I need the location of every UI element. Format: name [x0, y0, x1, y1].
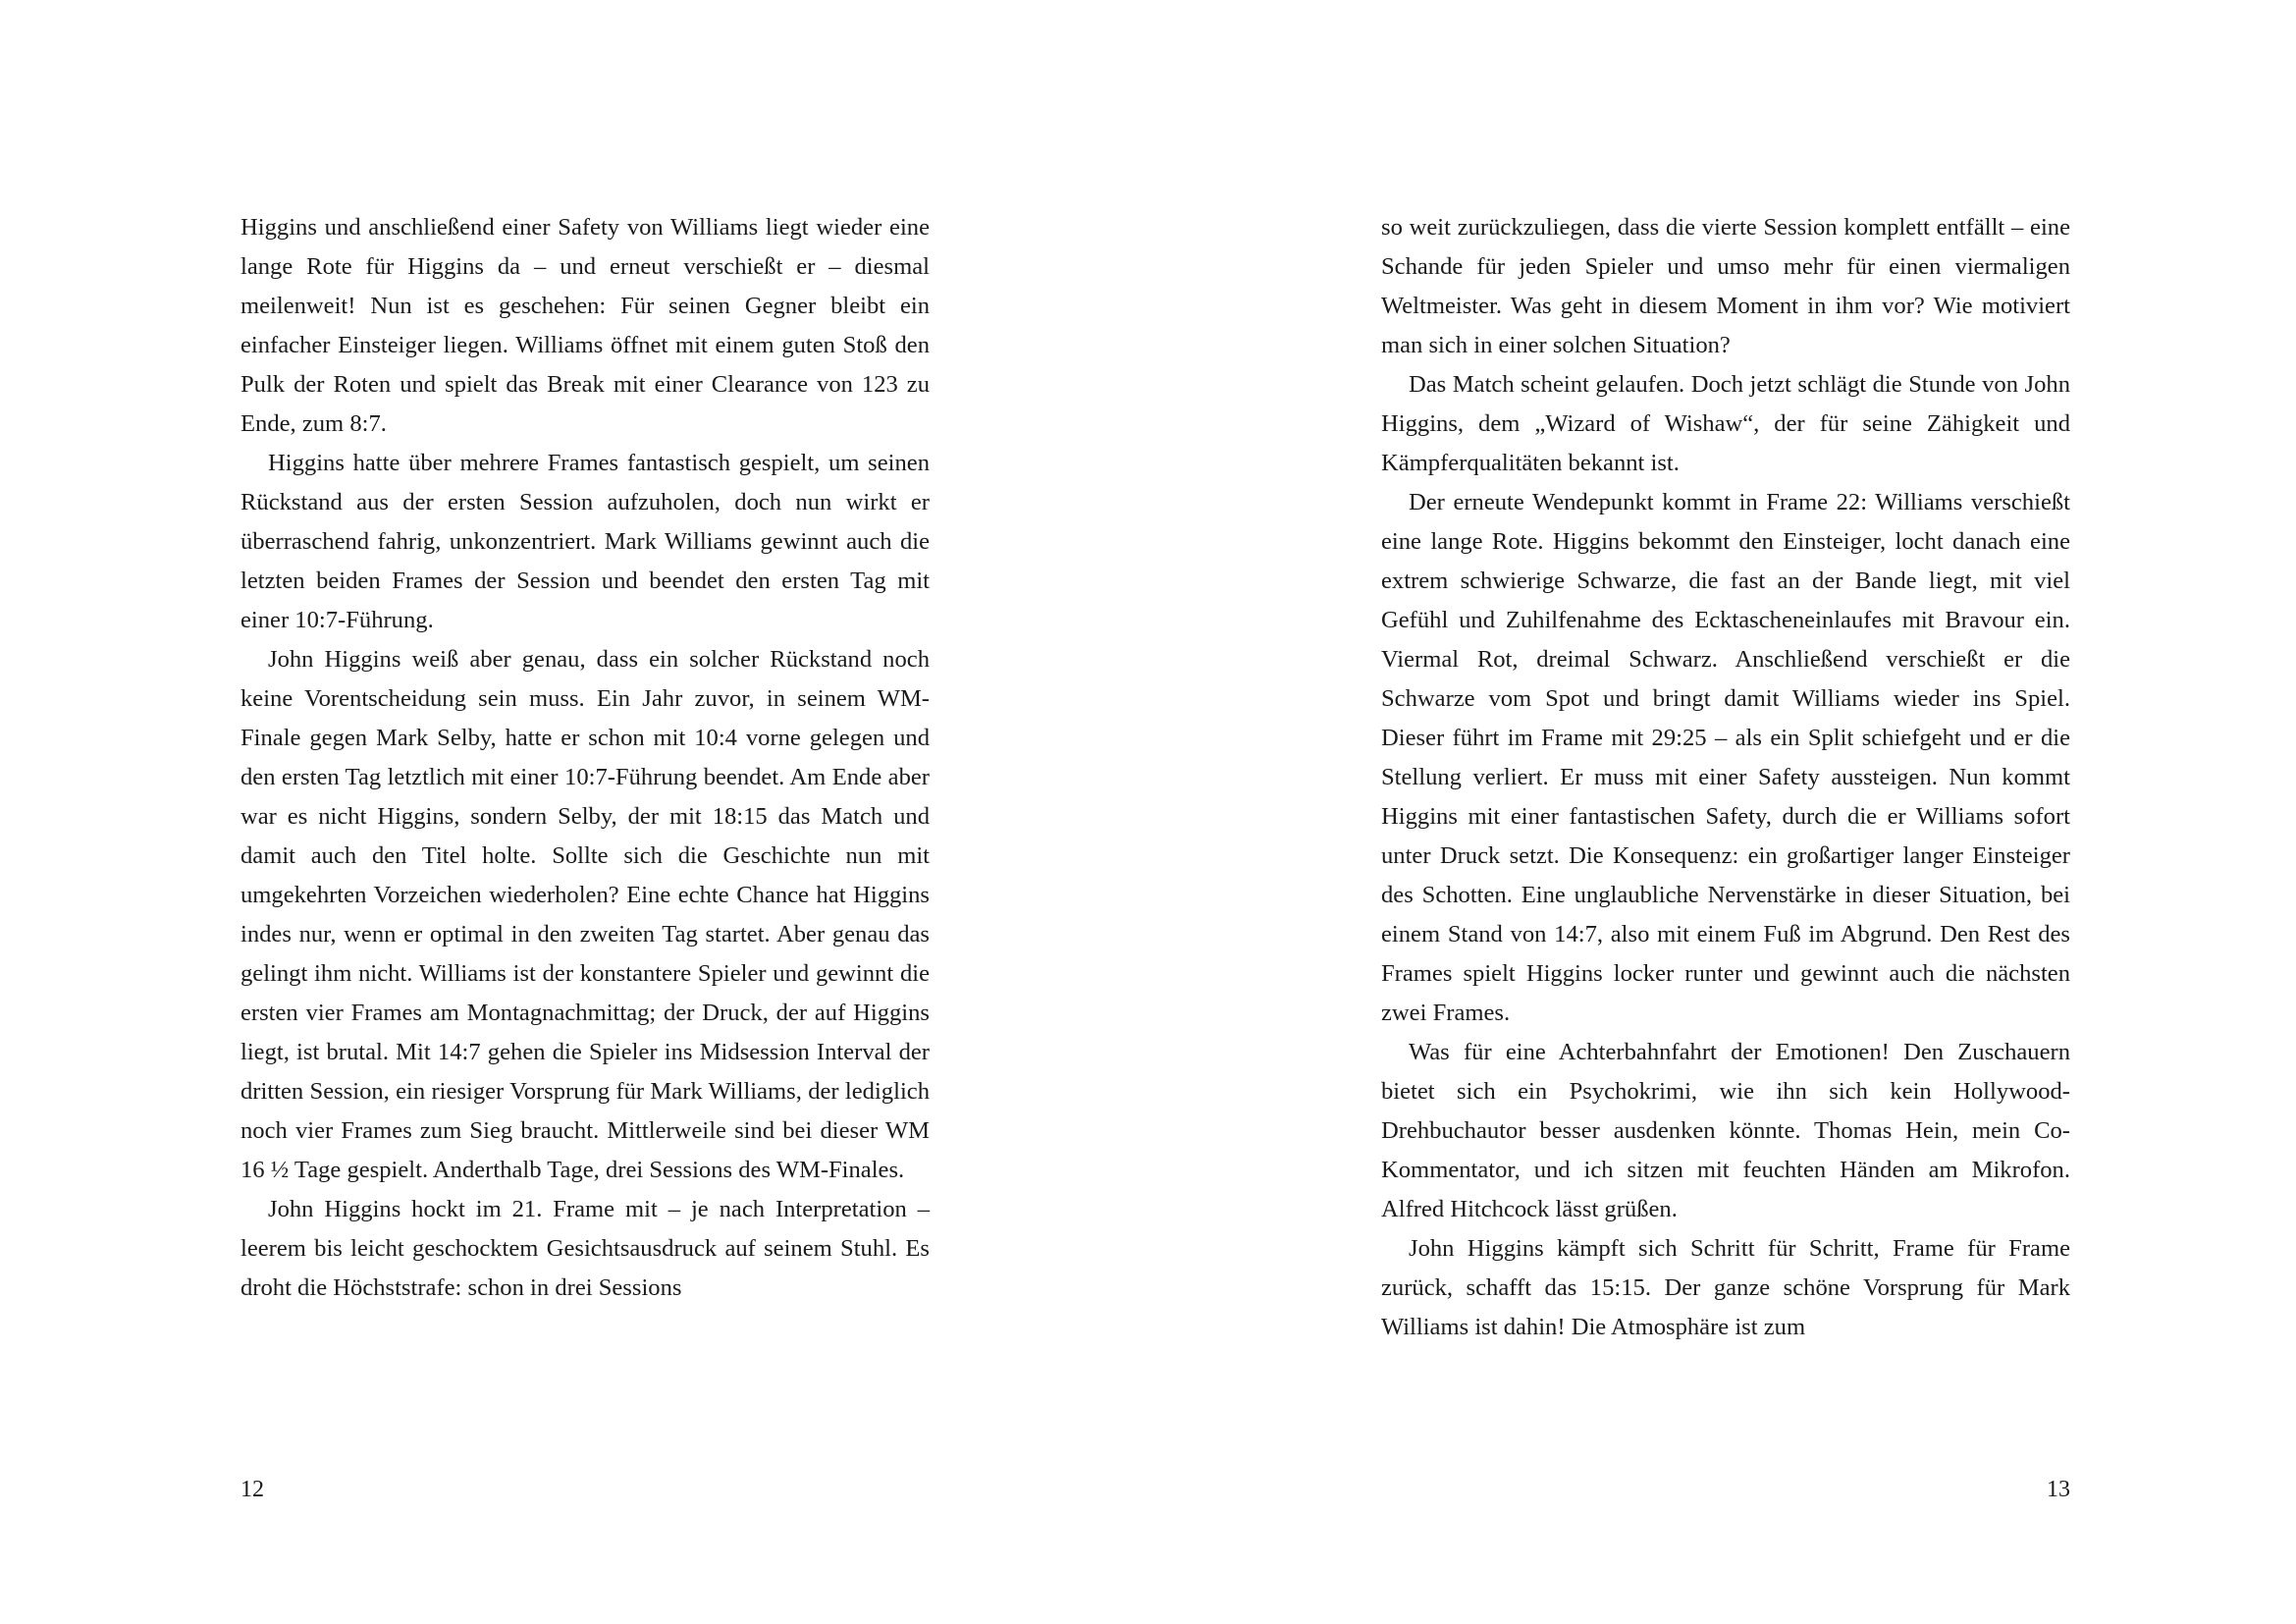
- paragraph: John Higgins hockt im 21. Frame mit – je nach Interpretation – leerem bis leicht geschocktem Gesichtsausdruck auf seinem Stuhl. Es droht die Höchststrafe: schon in drei Sessions: [240, 1196, 930, 1301]
- paragraph: Das Match scheint gelaufen. Doch jetzt schlägt die Stunde von John Higgins, dem „Wizard of Wishaw“, der für seine Zähigkeit und Kämpferqualitäten bekannt ist.: [1381, 371, 2070, 476]
- paragraph: Higgins und anschließend einer Safety von Williams liegt wieder eine lange Rote für Higgins da – und erneut verschießt er – diesmal meilenweit! Nun ist es geschehen: Für seinen Gegner bleibt ein einfacher Einsteiger liegen. Williams öffnet mit einem guten Stoß den Pulk der Roten und spielt das Break mit einer Clearance von 123 zu Ende, zum 8:7.: [240, 214, 930, 437]
- right-page-text: [1381, 208, 2070, 1347]
- paragraph: John Higgins weiß aber genau, dass ein solcher Rückstand noch keine Vorentscheidung sein muss. Ein Jahr zuvor, in seinem WM-Finale gegen Mark Selby, hatte er schon mit 10:4 vorne gelegen und den ersten Tag letztlich mit einer 10:7-Führung beendet. Am Ende aber war es nicht Higgins, sondern Selby, der mit 18:15 das Match und damit auch den Titel holte. Sollte sich die Geschichte nun mit umgekehrten Vorzeichen wiederholen? Eine echte Chance hat Higgins indes nur, wenn er optimal in den zweiten Tag startet. Aber genau das gelingt ihm nicht. Williams ist der konstantere Spieler und gewinnt die ersten vier Frames am Montagnachmittag; der Druck, der auf Higgins liegt, ist brutal. Mit 14:7 gehen die Spieler ins Midsession Interval der dritten Session, ein riesiger Vorsprung für Mark Williams, der lediglich noch vier Frames zum Sieg braucht. Mittlerweile sind bei dieser WM 16 ½ Tage gespielt. Anderthalb Tage, drei Sessions des WM-Finales.: [240, 646, 930, 1183]
- right-page: [1148, 0, 2296, 1624]
- paragraph: Der erneute Wendepunkt kommt in Frame 22: Williams verschießt eine lange Rote. Higgins bekommt den Einsteiger, locht danach eine extrem schwierige Schwarze, die fast an der Bande liegt, mit viel Gefühl und Zuhilfenahme des Ecktascheneinlaufes mit Bravour ein. Viermal Rot, dreimal Schwarz. Anschließend verschießt er die Schwarze vom Spot und bringt damit Williams wieder ins Spiel. Dieser führt im Frame mit 29:25 – als ein Split schiefgeht und er die Stellung verliert. Er muss mit einer Safety aussteigen. Nun kommt Higgins mit einer fantastischen Safety, durch die er Williams sofort unter Druck setzt. Die Konsequenz: ein großartiger langer Einsteiger des Schotten. Eine unglaubliche Nervenstärke in dieser Situation, bei einem Stand von 14:7, also mit einem Fuß im Abgrund. Den Rest des Frames spielt Higgins locker runter und gewinnt auch die nächsten zwei Frames.: [1381, 489, 2070, 1026]
- left-page-text: [240, 208, 930, 1308]
- page-number-left: 12: [240, 1477, 264, 1502]
- paragraph: John Higgins kämpft sich Schritt für Schritt, Frame für Frame zurück, schafft das 15:15. Der ganze schöne Vorsprung für Mark Williams ist dahin! Die Atmosphäre ist zum: [1381, 1235, 2070, 1340]
- page-number-right: 13: [2047, 1477, 2070, 1502]
- paragraph: Was für eine Achterbahnfahrt der Emotionen! Den Zuschauern bietet sich ein Psychokrimi, wie ihn sich kein Hollywood-Drehbuchautor besser ausdenken könnte. Thomas Hein, mein Co-Kommentator, und ich sitzen mit feuchten Händen am Mikrofon. Alfred Hitchcock lässt grüßen.: [1381, 1039, 2070, 1222]
- paragraph: Higgins hatte über mehrere Frames fantastisch gespielt, um seinen Rückstand aus der ersten Session aufzuholen, doch nun wirkt er überraschend fahrig, unkonzentriert. Mark Williams gewinnt auch die letzten beiden Frames der Session und beendet den ersten Tag mit einer 10:7-Führung.: [240, 450, 930, 633]
- paragraph: so weit zurückzuliegen, dass die vierte Session komplett entfällt – eine Schande für jeden Spieler und umso mehr für einen viermaligen Weltmeister. Was geht in diesem Moment in ihm vor? Wie motiviert man sich in einer solchen Situation?: [1381, 214, 2070, 358]
